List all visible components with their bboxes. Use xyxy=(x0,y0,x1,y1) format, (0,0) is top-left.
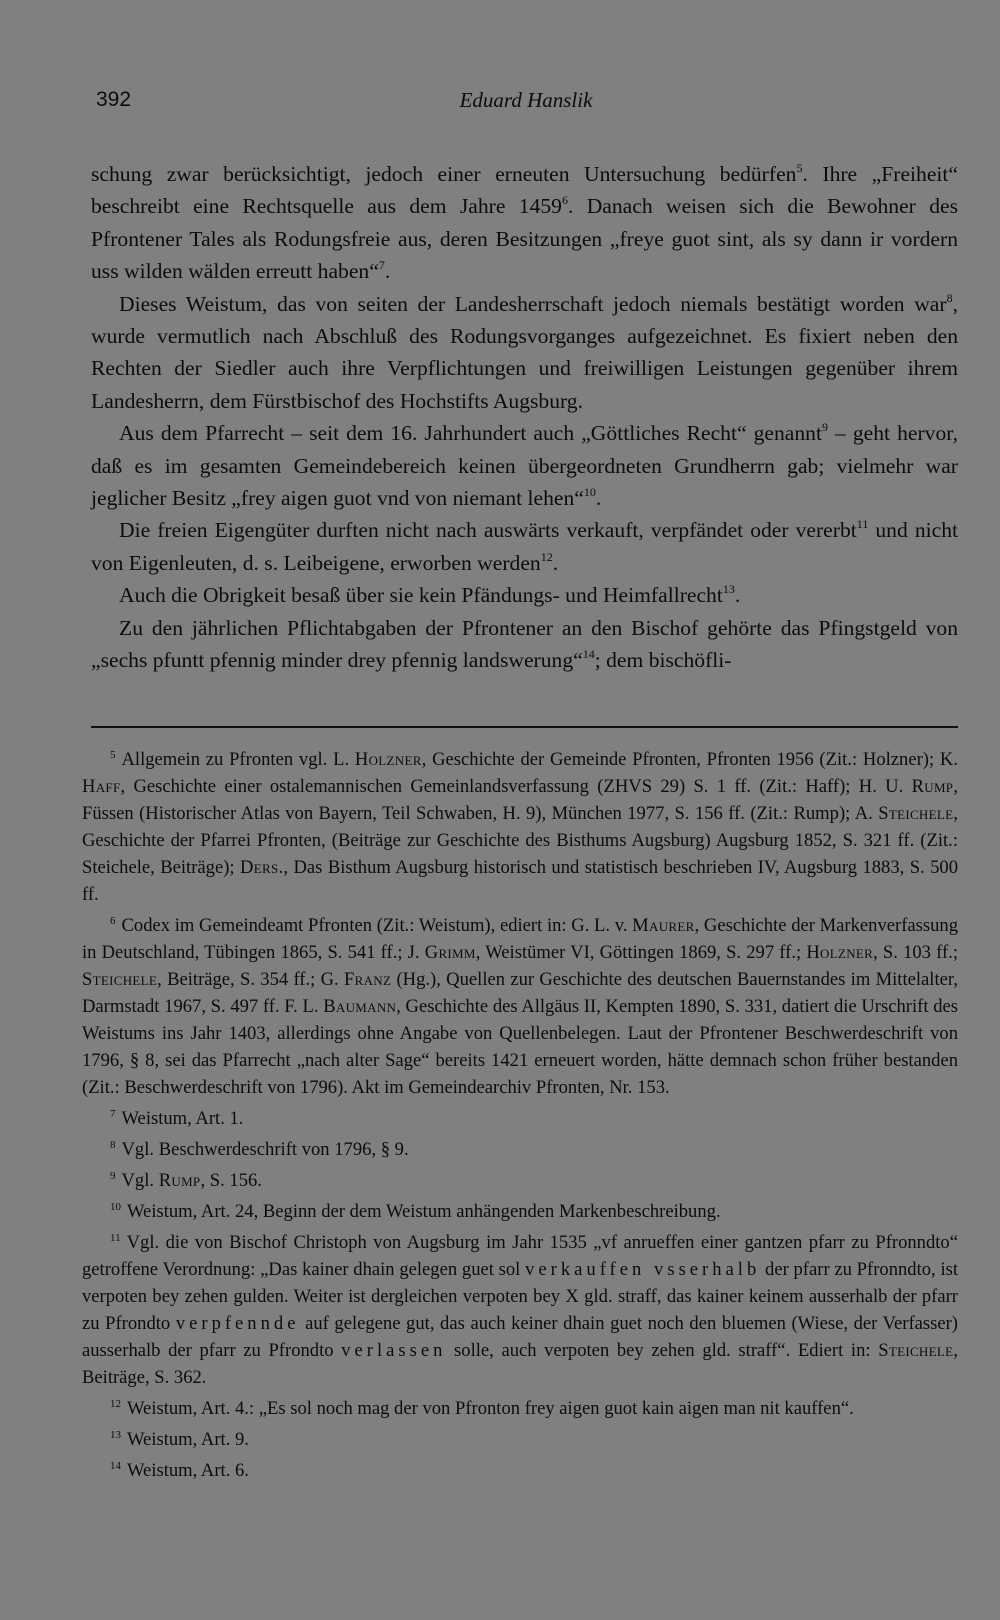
spaced-emphasis: verpfennde xyxy=(175,1313,300,1334)
paragraph-1 xyxy=(91,158,958,288)
text-run: Zu den jährlichen Pflichtabgaben der Pfrontener an den Bischof gehörte das Pfingstgeld von „sechs pfuntt pfennig minder drey pfennig landswerung“ xyxy=(91,615,958,673)
footnote-ref: 13 xyxy=(722,582,735,597)
footnote-separator xyxy=(91,726,958,728)
footnote-14 xyxy=(82,1453,958,1484)
page-header xyxy=(96,88,956,128)
text-run: , Beiträge, S. 362. xyxy=(82,1340,958,1388)
text-run: Allgemein zu Pfronten vgl. L. xyxy=(121,749,355,770)
text-run: , S. 156. xyxy=(200,1170,262,1191)
footnote-number: 6 xyxy=(110,915,116,927)
text-run: Weistum, Art. 4.: „Es sol noch mag der von Pfronton frey aigen guot kain aigen man nit kauffen“. xyxy=(127,1398,854,1419)
footnote-12 xyxy=(82,1391,958,1422)
paragraph-2 xyxy=(91,288,958,418)
footnote-11 xyxy=(82,1225,958,1391)
spaced-emphasis: verkauffen vsserhalb xyxy=(525,1259,761,1280)
author-name: Steichele xyxy=(878,1340,954,1361)
text-run: . xyxy=(552,550,559,575)
spaced-emphasis: verlassen xyxy=(341,1340,447,1361)
author-name: Franz xyxy=(343,969,392,990)
text-run: Weistum, Art. 1. xyxy=(121,1108,244,1129)
author-name: Haff xyxy=(82,776,121,797)
text-run: – geht hervor, daß es im gesamten Gemeindebereich keinen übergeordneten Grundherrn gab; vielmehr war jeglicher Besitz „frey aigen guot vnd von niemant lehen“ xyxy=(91,421,959,511)
footnote-5 xyxy=(82,742,958,908)
paragraph-5 xyxy=(91,579,958,611)
text-run: , Geschichte der Pfarrei Pfronten, (Beiträge zur Geschichte des Bisthums Augsburg) Augsburg 1852, S. 321 ff. (Zit.: Steichele, Beiträge); xyxy=(82,803,958,878)
text-run: , Weistümer VI, Göttingen 1869, S. 297 ff.; xyxy=(475,942,807,963)
text-run: ; dem bischöfli- xyxy=(594,648,732,673)
footnote-ref: 11 xyxy=(856,517,869,532)
text-run: , Geschichte der Markenverfassung in Deutschland, Tübingen 1865, S. 541 ff.; J. xyxy=(82,915,959,963)
author-name: Grimm xyxy=(424,942,476,963)
paragraph-6 xyxy=(91,612,958,677)
footnote-number: 14 xyxy=(110,1460,121,1472)
author-name: Steichele xyxy=(878,803,954,824)
footnote-7 xyxy=(82,1101,958,1132)
text-run: . Danach weisen sich die Bewohner des Pfrontener Tales als Rodungsfreie aus, deren Besitzungen „freye guot sint, als sy dann ir vordern uss wilden wälden erreutt haben“ xyxy=(91,194,958,284)
footnote-ref: 10 xyxy=(583,485,596,500)
paragraph-3 xyxy=(91,417,958,514)
text-run: Weistum, Art. 6. xyxy=(127,1460,249,1481)
footnote-ref: 7 xyxy=(378,258,385,273)
text-run: schung zwar berücksichtigt, jedoch einer erneuten Untersuchung bedürfen xyxy=(91,162,797,186)
text-run: . xyxy=(384,259,391,284)
text-run: , Geschichte der Gemeinde Pfronten, Pfronten 1956 (Zit.: Holzner); K. xyxy=(421,749,958,770)
footnote-number: 11 xyxy=(110,1232,121,1244)
footnotes xyxy=(82,742,958,1484)
text-run: (Hg.), Quellen zur Geschichte des deutschen Bauernstandes im Mittelalter, Darmstadt 1967, S. 497 ff. F. L. xyxy=(82,969,958,1017)
text-run: Codex im Gemeindeamt Pfronten (Zit.: Weistum), ediert in: G. L. v. xyxy=(121,915,633,936)
text-run: , Beiträge, S. 354 ff.; G. xyxy=(157,969,344,990)
footnote-number: 7 xyxy=(110,1108,116,1120)
footnote-ref: 14 xyxy=(582,647,595,662)
footnote-number: 10 xyxy=(110,1201,121,1213)
author-name: Holzner xyxy=(806,942,874,963)
text-run: Weistum, Art. 24, Beginn der dem Weistum anhängenden Markenbeschreibung. xyxy=(127,1201,721,1222)
text-run: . Ihre „Freiheit“ beschreibt eine Rechtsquelle aus dem Jahre 1459 xyxy=(91,162,958,219)
text-run: Vgl. Beschwerdeschrift von 1796, § 9. xyxy=(121,1139,409,1160)
author-name: Rump xyxy=(911,776,954,797)
text-run: solle, auch verpoten bey zehen gld. straff“. Ediert in: xyxy=(446,1340,879,1361)
footnote-ref: 6 xyxy=(561,193,568,208)
footnote-ref: 9 xyxy=(821,420,828,435)
text-run: . xyxy=(734,583,741,608)
author-name: Maurer xyxy=(632,915,695,936)
footnote-ref: 12 xyxy=(540,549,553,564)
footnote-number: 13 xyxy=(110,1429,121,1441)
author-name: Steichele xyxy=(82,969,158,990)
body-text xyxy=(91,158,958,677)
text-run: . xyxy=(595,486,602,511)
text-run: , S. 103 ff.; xyxy=(873,942,958,963)
author-name: Holzner xyxy=(354,749,422,770)
footnote-13 xyxy=(82,1422,958,1453)
text-run: Aus dem Pfarrecht – seit dem 16. Jahrhundert auch „Göttliches Recht“ genannt xyxy=(119,421,822,446)
footnote-ref: 5 xyxy=(796,161,803,175)
author-name: Ders. xyxy=(240,857,284,878)
text-run: auf gelegene gut, das auch keiner dhain guet noch den bluemen (Wiese, der Verfasser) ausserhalb der pfarr zu Pfrondto xyxy=(82,1313,958,1361)
text-run: , Geschichte des Allgäus II, Kempten 1890, S. 331, datiert die Urschrift des Weistums ins Jahr 1403, allerdings ohne Angabe von Quellenbelegen. Laut der Pfrontener Beschwerdeschrift von 1796, § 8, sei das Pfarrecht „nach alter Sage“ bereits 1421 erneuert worden, hätte demnach schon früher bestanden (Zit.: Beschwerdeschrift von 1796). Akt im Gemeindearchiv Pfronten, Nr. 153. xyxy=(82,996,958,1098)
running-head: Eduard Hanslik xyxy=(459,88,593,112)
text-run: , Das Bisthum Augsburg historisch und statistisch beschrieben IV, Augsburg 1883, S. 500 ff. xyxy=(82,857,958,905)
footnote-number: 5 xyxy=(110,749,116,761)
footnote-9 xyxy=(82,1163,958,1194)
footnote-10 xyxy=(82,1194,958,1225)
footnote-number: 9 xyxy=(110,1170,116,1182)
text-run: , Geschichte einer ostalemannischen Gemeinlandsverfassung (ZHVS 29) S. 1 ff. (Zit.: Haff); H. U. xyxy=(120,776,912,797)
text-run: Vgl. die von Bischof Christoph von Augsburg im Jahr 1535 „vf anrueffen einer gantzen pfarr zu Pfronndto“ getroffene Verordnung: „Das kainer dhain gelegen guet sol xyxy=(82,1232,958,1280)
author-name: Rump xyxy=(158,1170,201,1191)
text-run: Vgl. xyxy=(121,1170,159,1191)
footnote-number: 12 xyxy=(110,1398,121,1410)
text-run: Weistum, Art. 9. xyxy=(127,1429,249,1450)
text-run: der pfarr zu Pfronndto, ist verpoten bey zehen gulden. Weiter ist dergleichen verpoten bey X gld. straff, das kainer keinem ausserhalb der pfarr zu Pfrondto xyxy=(82,1259,959,1334)
text-run: Auch die Obrigkeit besaß über sie kein Pfändungs- und Heimfallrecht xyxy=(119,583,723,608)
page-number: 392 xyxy=(96,88,132,111)
footnote-ref: 8 xyxy=(946,290,953,305)
footnote-8 xyxy=(82,1132,958,1163)
text-run: Dieses Weistum, das von seiten der Landesherrschaft jedoch niemals bestätigt worden war xyxy=(119,291,947,316)
text-run: und nicht von Eigenleuten, d. s. Leibeigene, erworben werden xyxy=(91,518,958,575)
text-run: , wurde vermutlich nach Abschluß des Rodungsvorganges aufgezeichnet. Es fixiert neben den Rechten der Siedler auch ihre Verpflichtungen und freiwilligen Leistungen gegenüber ihrem Landesherrn, dem Fürstbischof des Hochstifts Augsburg. xyxy=(91,291,958,413)
paragraph-4 xyxy=(91,514,958,579)
text-run: , Füssen (Historischer Atlas von Bayern, Teil Schwaben, H. 9), München 1977, S. 156 ff. (Zit.: Rump); A. xyxy=(82,776,958,824)
footnote-number: 8 xyxy=(110,1139,116,1151)
footnote-6 xyxy=(82,908,958,1101)
text-run: Die freien Eigengüter durften nicht nach auswärts verkauft, verpfändet oder vererbt xyxy=(119,518,857,543)
author-name: Baumann xyxy=(323,996,397,1017)
